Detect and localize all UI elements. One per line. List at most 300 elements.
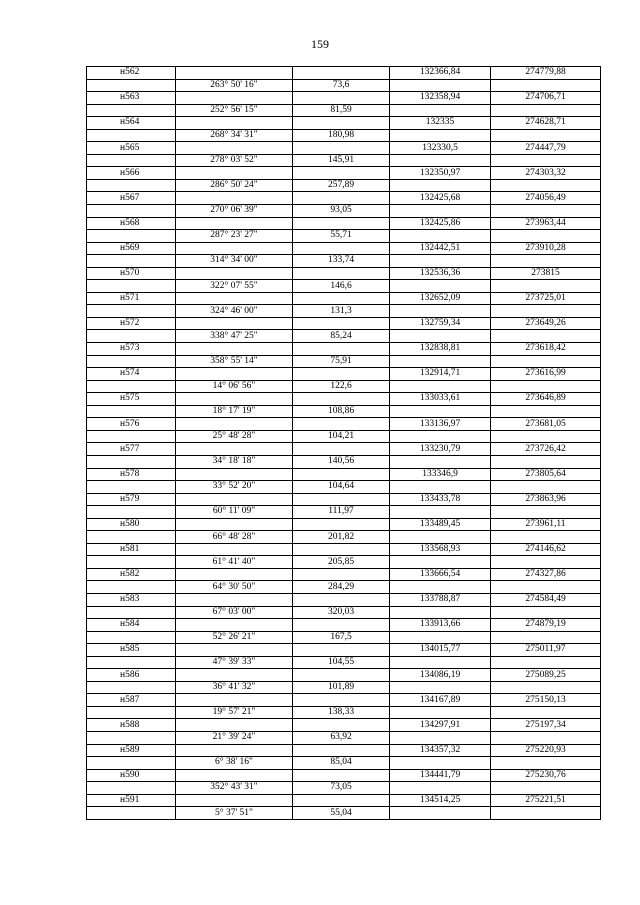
empty-cell: [390, 230, 491, 243]
point-row: [87, 418, 601, 431]
segment-length-cell: 180,98: [293, 129, 390, 142]
empty-cell: [176, 443, 293, 456]
empty-cell: [293, 192, 390, 205]
x-coordinate-cell: 132335: [390, 117, 491, 130]
direction-angle-cell: 352° 43' 31": [176, 782, 293, 795]
point-name-cell: н567: [87, 192, 176, 205]
segment-length-cell: 73,05: [293, 782, 390, 795]
segment-row: [87, 455, 601, 468]
point-row: [87, 92, 601, 105]
segment-row: [87, 154, 601, 167]
y-coordinate-cell: 274447,79: [491, 142, 601, 155]
x-coordinate-cell: 132330,5: [390, 142, 491, 155]
y-coordinate-cell: 273863,96: [491, 493, 601, 506]
segment-length-cell: 55,71: [293, 230, 390, 243]
segment-row: [87, 656, 601, 669]
empty-cell: [87, 405, 176, 418]
empty-cell: [491, 581, 601, 594]
point-row: [87, 343, 601, 356]
empty-cell: [87, 782, 176, 795]
x-coordinate-cell: 132358,94: [390, 92, 491, 105]
segment-length-cell: 85,04: [293, 757, 390, 770]
empty-cell: [87, 280, 176, 293]
empty-cell: [293, 167, 390, 180]
point-name-cell: н572: [87, 317, 176, 330]
y-coordinate-cell: 273815: [491, 267, 601, 280]
direction-angle-cell: 278° 03' 52": [176, 154, 293, 167]
segment-row: [87, 255, 601, 268]
point-name-cell: н563: [87, 92, 176, 105]
segment-length-cell: 104,21: [293, 430, 390, 443]
segment-length-cell: 104,55: [293, 656, 390, 669]
point-name-cell: н580: [87, 518, 176, 531]
segment-row: [87, 506, 601, 519]
direction-angle-cell: 67° 03' 00": [176, 606, 293, 619]
empty-cell: [390, 205, 491, 218]
y-coordinate-cell: 275197,34: [491, 719, 601, 732]
x-coordinate-cell: 133433,78: [390, 493, 491, 506]
direction-angle-cell: 34° 18' 18": [176, 455, 293, 468]
empty-cell: [390, 606, 491, 619]
segment-length-cell: 320,03: [293, 606, 390, 619]
point-row: [87, 443, 601, 456]
empty-cell: [491, 731, 601, 744]
point-row: [87, 619, 601, 632]
empty-cell: [390, 355, 491, 368]
empty-cell: [491, 455, 601, 468]
point-row: [87, 192, 601, 205]
point-row: [87, 719, 601, 732]
y-coordinate-cell: 273726,42: [491, 443, 601, 456]
point-name-cell: н591: [87, 794, 176, 807]
direction-angle-cell: 47° 39' 33": [176, 656, 293, 669]
empty-cell: [390, 104, 491, 117]
segment-length-cell: 145,91: [293, 154, 390, 167]
segment-row: [87, 380, 601, 393]
segment-row: [87, 481, 601, 494]
empty-cell: [293, 67, 390, 80]
empty-cell: [87, 230, 176, 243]
direction-angle-cell: 61° 41' 40": [176, 556, 293, 569]
empty-cell: [176, 67, 293, 80]
empty-cell: [176, 468, 293, 481]
segment-row: [87, 305, 601, 318]
empty-cell: [491, 531, 601, 544]
segment-row: [87, 681, 601, 694]
point-row: [87, 117, 601, 130]
empty-cell: [491, 280, 601, 293]
point-row: [87, 317, 601, 330]
x-coordinate-cell: 132366,84: [390, 67, 491, 80]
y-coordinate-cell: 273910,28: [491, 242, 601, 255]
point-name-cell: н568: [87, 217, 176, 230]
segment-row: [87, 405, 601, 418]
empty-cell: [293, 644, 390, 657]
empty-cell: [390, 581, 491, 594]
segment-row: [87, 230, 601, 243]
x-coordinate-cell: 134167,89: [390, 694, 491, 707]
empty-cell: [293, 619, 390, 632]
empty-cell: [390, 305, 491, 318]
empty-cell: [390, 405, 491, 418]
y-coordinate-cell: 274327,86: [491, 568, 601, 581]
empty-cell: [87, 255, 176, 268]
empty-cell: [491, 782, 601, 795]
empty-cell: [87, 481, 176, 494]
point-row: [87, 242, 601, 255]
empty-cell: [176, 769, 293, 782]
empty-cell: [293, 794, 390, 807]
empty-cell: [293, 518, 390, 531]
empty-cell: [176, 242, 293, 255]
empty-cell: [293, 368, 390, 381]
x-coordinate-cell: 134514,25: [390, 794, 491, 807]
empty-cell: [87, 506, 176, 519]
point-name-cell: н578: [87, 468, 176, 481]
x-coordinate-cell: 132838,81: [390, 343, 491, 356]
segment-length-cell: 201,82: [293, 531, 390, 544]
empty-cell: [390, 807, 491, 820]
segment-row: [87, 807, 601, 820]
y-coordinate-cell: 275220,93: [491, 744, 601, 757]
empty-cell: [87, 79, 176, 92]
empty-cell: [491, 656, 601, 669]
point-name-cell: н569: [87, 242, 176, 255]
empty-cell: [87, 104, 176, 117]
segment-row: [87, 355, 601, 368]
segment-length-cell: 73,6: [293, 79, 390, 92]
segment-row: [87, 706, 601, 719]
empty-cell: [176, 669, 293, 682]
empty-cell: [390, 706, 491, 719]
empty-cell: [390, 481, 491, 494]
x-coordinate-cell: 134441,79: [390, 769, 491, 782]
segment-row: [87, 531, 601, 544]
empty-cell: [390, 782, 491, 795]
empty-cell: [87, 531, 176, 544]
direction-angle-cell: 338° 47' 25": [176, 330, 293, 343]
direction-angle-cell: 322° 07' 55": [176, 280, 293, 293]
empty-cell: [491, 179, 601, 192]
empty-cell: [491, 606, 601, 619]
y-coordinate-cell: 273681,05: [491, 418, 601, 431]
segment-row: [87, 556, 601, 569]
empty-cell: [87, 455, 176, 468]
x-coordinate-cell: 132759,34: [390, 317, 491, 330]
empty-cell: [390, 556, 491, 569]
point-row: [87, 493, 601, 506]
segment-row: [87, 430, 601, 443]
empty-cell: [390, 681, 491, 694]
y-coordinate-cell: 275011,97: [491, 644, 601, 657]
point-name-cell: н588: [87, 719, 176, 732]
direction-angle-cell: 5° 37' 51": [176, 807, 293, 820]
y-coordinate-cell: 274706,71: [491, 92, 601, 105]
empty-cell: [293, 568, 390, 581]
point-row: [87, 167, 601, 180]
page-number: 159: [311, 37, 329, 51]
empty-cell: [390, 430, 491, 443]
empty-cell: [293, 292, 390, 305]
segment-length-cell: 140,56: [293, 455, 390, 468]
direction-angle-cell: 324° 46' 00": [176, 305, 293, 318]
segment-length-cell: 111,97: [293, 506, 390, 519]
empty-cell: [293, 393, 390, 406]
segment-length-cell: 131,3: [293, 305, 390, 318]
empty-cell: [87, 581, 176, 594]
empty-cell: [293, 543, 390, 556]
empty-cell: [491, 706, 601, 719]
y-coordinate-cell: 274146,62: [491, 543, 601, 556]
empty-cell: [491, 506, 601, 519]
empty-cell: [491, 255, 601, 268]
point-row: [87, 393, 601, 406]
point-row: [87, 593, 601, 606]
segment-length-cell: 93,05: [293, 205, 390, 218]
point-row: [87, 142, 601, 155]
empty-cell: [87, 807, 176, 820]
point-name-cell: н581: [87, 543, 176, 556]
direction-angle-cell: 287° 23' 27": [176, 230, 293, 243]
empty-cell: [293, 343, 390, 356]
empty-cell: [491, 79, 601, 92]
point-row: [87, 518, 601, 531]
direction-angle-cell: 314° 34' 00": [176, 255, 293, 268]
empty-cell: [293, 744, 390, 757]
empty-cell: [390, 631, 491, 644]
y-coordinate-cell: 273725,01: [491, 292, 601, 305]
empty-cell: [87, 430, 176, 443]
point-name-cell: н590: [87, 769, 176, 782]
empty-cell: [87, 731, 176, 744]
direction-angle-cell: 263° 50' 16": [176, 79, 293, 92]
empty-cell: [87, 355, 176, 368]
coordinates-table-body: [87, 67, 601, 820]
empty-cell: [491, 430, 601, 443]
point-row: [87, 292, 601, 305]
x-coordinate-cell: 132442,51: [390, 242, 491, 255]
x-coordinate-cell: 133033,61: [390, 393, 491, 406]
segment-length-cell: 55,04: [293, 807, 390, 820]
segment-length-cell: 138,33: [293, 706, 390, 719]
empty-cell: [390, 79, 491, 92]
empty-cell: [293, 267, 390, 280]
segment-row: [87, 330, 601, 343]
empty-cell: [293, 217, 390, 230]
empty-cell: [176, 92, 293, 105]
empty-cell: [390, 255, 491, 268]
direction-angle-cell: 52° 26' 21": [176, 631, 293, 644]
x-coordinate-cell: 133788,87: [390, 593, 491, 606]
point-row: [87, 568, 601, 581]
direction-angle-cell: 18° 17' 19": [176, 405, 293, 418]
empty-cell: [491, 380, 601, 393]
empty-cell: [390, 731, 491, 744]
segment-row: [87, 79, 601, 92]
empty-cell: [176, 317, 293, 330]
point-name-cell: н571: [87, 292, 176, 305]
empty-cell: [176, 619, 293, 632]
empty-cell: [293, 493, 390, 506]
segment-length-cell: 63,92: [293, 731, 390, 744]
y-coordinate-cell: 274303,32: [491, 167, 601, 180]
point-row: [87, 267, 601, 280]
y-coordinate-cell: 273961,11: [491, 518, 601, 531]
segment-length-cell: 133,74: [293, 255, 390, 268]
x-coordinate-cell: 134357,32: [390, 744, 491, 757]
empty-cell: [176, 368, 293, 381]
empty-cell: [176, 267, 293, 280]
x-coordinate-cell: 132425,86: [390, 217, 491, 230]
point-name-cell: н576: [87, 418, 176, 431]
point-name-cell: н565: [87, 142, 176, 155]
segment-row: [87, 581, 601, 594]
point-row: [87, 368, 601, 381]
empty-cell: [176, 719, 293, 732]
empty-cell: [87, 706, 176, 719]
point-row: [87, 769, 601, 782]
segment-length-cell: 146,6: [293, 280, 390, 293]
segment-length-cell: 101,89: [293, 681, 390, 694]
empty-cell: [176, 593, 293, 606]
empty-cell: [293, 443, 390, 456]
empty-cell: [176, 292, 293, 305]
x-coordinate-cell: 134086,19: [390, 669, 491, 682]
point-row: [87, 794, 601, 807]
empty-cell: [176, 167, 293, 180]
segment-row: [87, 731, 601, 744]
empty-cell: [176, 694, 293, 707]
segment-row: [87, 631, 601, 644]
x-coordinate-cell: 134015,77: [390, 644, 491, 657]
empty-cell: [87, 380, 176, 393]
empty-cell: [390, 455, 491, 468]
empty-cell: [293, 117, 390, 130]
segment-row: [87, 606, 601, 619]
empty-cell: [390, 380, 491, 393]
empty-cell: [491, 405, 601, 418]
empty-cell: [87, 681, 176, 694]
empty-cell: [176, 192, 293, 205]
segment-length-cell: 85,24: [293, 330, 390, 343]
segment-length-cell: 108,86: [293, 405, 390, 418]
x-coordinate-cell: 133346,9: [390, 468, 491, 481]
empty-cell: [176, 393, 293, 406]
empty-cell: [176, 117, 293, 130]
direction-angle-cell: 6° 38' 16": [176, 757, 293, 770]
empty-cell: [491, 305, 601, 318]
point-row: [87, 217, 601, 230]
empty-cell: [491, 129, 601, 142]
empty-cell: [87, 129, 176, 142]
y-coordinate-cell: 274628,71: [491, 117, 601, 130]
direction-angle-cell: 286° 50' 24": [176, 179, 293, 192]
empty-cell: [390, 656, 491, 669]
direction-angle-cell: 25° 48' 28": [176, 430, 293, 443]
y-coordinate-cell: 273646,89: [491, 393, 601, 406]
x-coordinate-cell: 133136,97: [390, 418, 491, 431]
y-coordinate-cell: 273649,26: [491, 317, 601, 330]
x-coordinate-cell: 132350,97: [390, 167, 491, 180]
direction-angle-cell: 36° 41' 32": [176, 681, 293, 694]
empty-cell: [491, 230, 601, 243]
empty-cell: [491, 556, 601, 569]
empty-cell: [491, 104, 601, 117]
empty-cell: [293, 719, 390, 732]
empty-cell: [176, 543, 293, 556]
empty-cell: [491, 631, 601, 644]
empty-cell: [293, 669, 390, 682]
y-coordinate-cell: 273616,99: [491, 368, 601, 381]
segment-length-cell: 284,29: [293, 581, 390, 594]
empty-cell: [293, 317, 390, 330]
empty-cell: [491, 154, 601, 167]
point-name-cell: н582: [87, 568, 176, 581]
segment-length-cell: 81,59: [293, 104, 390, 117]
direction-angle-cell: 33° 52' 20": [176, 481, 293, 494]
empty-cell: [176, 568, 293, 581]
point-name-cell: н562: [87, 67, 176, 80]
x-coordinate-cell: 132536,36: [390, 267, 491, 280]
segment-row: [87, 757, 601, 770]
point-name-cell: н587: [87, 694, 176, 707]
empty-cell: [390, 757, 491, 770]
y-coordinate-cell: 273963,44: [491, 217, 601, 230]
point-row: [87, 669, 601, 682]
coordinates-table: [86, 66, 601, 820]
point-name-cell: н564: [87, 117, 176, 130]
empty-cell: [176, 217, 293, 230]
y-coordinate-cell: 273805,64: [491, 468, 601, 481]
empty-cell: [390, 129, 491, 142]
point-name-cell: н574: [87, 368, 176, 381]
empty-cell: [491, 330, 601, 343]
point-name-cell: н589: [87, 744, 176, 757]
empty-cell: [176, 518, 293, 531]
empty-cell: [293, 92, 390, 105]
empty-cell: [176, 794, 293, 807]
segment-row: [87, 104, 601, 117]
empty-cell: [176, 493, 293, 506]
point-row: [87, 67, 601, 80]
segment-row: [87, 179, 601, 192]
empty-cell: [491, 205, 601, 218]
point-name-cell: н579: [87, 493, 176, 506]
point-row: [87, 543, 601, 556]
y-coordinate-cell: 274056,49: [491, 192, 601, 205]
y-coordinate-cell: 274584,49: [491, 593, 601, 606]
empty-cell: [293, 694, 390, 707]
empty-cell: [390, 280, 491, 293]
segment-length-cell: 122,6: [293, 380, 390, 393]
empty-cell: [491, 807, 601, 820]
empty-cell: [293, 468, 390, 481]
direction-angle-cell: 66° 48' 28": [176, 531, 293, 544]
empty-cell: [293, 418, 390, 431]
point-row: [87, 744, 601, 757]
empty-cell: [390, 506, 491, 519]
point-row: [87, 644, 601, 657]
y-coordinate-cell: 275230,76: [491, 769, 601, 782]
point-name-cell: н577: [87, 443, 176, 456]
segment-row: [87, 129, 601, 142]
direction-angle-cell: 252° 56' 15": [176, 104, 293, 117]
empty-cell: [176, 644, 293, 657]
direction-angle-cell: 268° 34' 31": [176, 129, 293, 142]
x-coordinate-cell: 133568,93: [390, 543, 491, 556]
y-coordinate-cell: 274779,88: [491, 67, 601, 80]
empty-cell: [176, 418, 293, 431]
